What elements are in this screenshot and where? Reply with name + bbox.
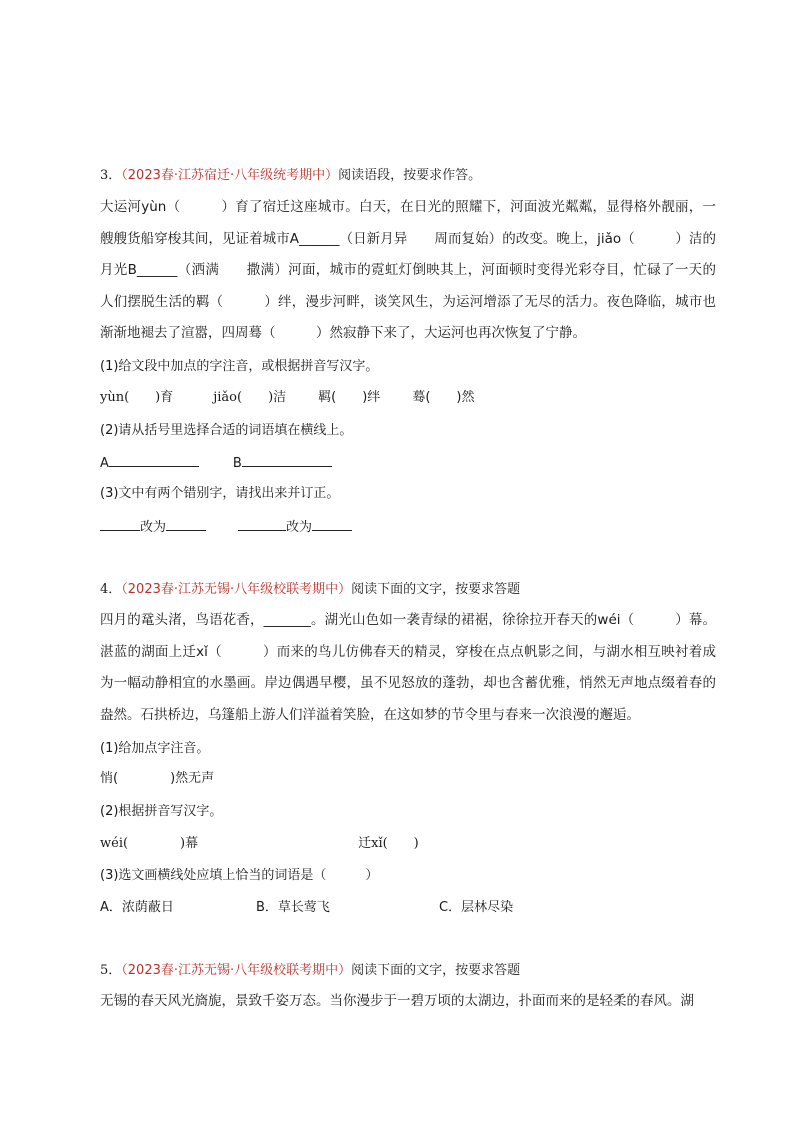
question-3-header (100, 166, 481, 186)
question-3-sub3: (3)文中有两个错别字，请找出来并订正。 (100, 486, 340, 501)
option-a: A．浓荫蔽日 (100, 900, 174, 915)
question-5-header (100, 961, 520, 981)
question-4-sub2-answers (100, 834, 419, 854)
question-instruction: 阅读下面的文字，按要求答题 (351, 963, 521, 978)
question-4-sub1-answer: 悄( )然无声 (100, 771, 215, 786)
answer-item: yùn( )育 (100, 390, 174, 405)
question-4-sub1: (1)给加点字注音。 (100, 741, 210, 756)
answer-blank (242, 452, 332, 467)
question-number: 4． (100, 582, 122, 597)
question-source: （2023春·江苏宿迁·八年级统考期中） (121, 168, 339, 183)
question-4-passage: 四月的鼋头渚，鸟语花香，_______。湖光山色如一袭青绿的裙裾，徐徐拉开春天的wéi（ ）幕。湛蓝的湖面上迁xǐ（ ）而来的鸟儿仿佛春天的精灵，穿梭在点点帆影之间，与湖水相互映衬着成为一幅动静相宜的水墨画。岸边偶遇早樱，虽不见怒放的蓬勃，却也含蓄优雅，悄然无声地点缀着春的盎然。石拱桥边，乌篷船上游人们洋溢着笑脸，在这如梦的节令里与春来一次浪漫的邂逅。 (100, 612, 716, 723)
question-4-options (100, 898, 513, 918)
question-4-sub2: (2)根据拼音写汉字。 (100, 804, 223, 819)
question-3-sub1: (1)给文段中加点的字注音，或根据拼音写汉字。 (100, 359, 379, 374)
answer-item: 蓦( )然 (412, 390, 475, 405)
blank-label-a: A (100, 456, 109, 471)
question-3-sub3-answers (100, 516, 352, 538)
question-3-sub2-answers (100, 452, 332, 474)
correction-label: 改为 (286, 520, 313, 535)
question-5-passage: 无锡的春天风光旖旎，景致千姿万态。当你漫步于一碧万顷的太湖边，扑面而来的是轻柔的春风。湖 (100, 993, 694, 1009)
answer-item: 羁( )绊 (318, 390, 381, 405)
question-instruction: 阅读语段，按要求作答。 (338, 168, 482, 183)
question-instruction: 阅读下面的文字，按要求答题 (351, 582, 521, 597)
question-source: （2023春·江苏无锡·八年级校联考期中） (121, 582, 352, 597)
answer-blank (109, 452, 199, 467)
answer-item: wéi( )幕 (100, 836, 199, 851)
question-number: 3． (100, 168, 122, 183)
question-number: 5． (100, 963, 122, 978)
option-c: C．层林尽染 (439, 900, 514, 915)
question-3-passage: 大运河yùn（ ）育了宿迁这座城市。白天，在日光的照耀下，河面波光粼粼，显得格外靓丽，一艘艘货船穿梭其间，见证着城市A______（日新月异 周而复始）的改变。晚上，jiǎo（ ）洁的月光B______（洒满 撒满）河面，城市的霓虹灯倒映其上，河面顿时变得光彩夺目，忙碌了一天的人们摆脱生活的羁（ ）绊，漫步河畔，谈笑风生，为运河增添了无尽的活力。夜色降临，城市也渐渐地褪去了渲嚣，四周蓦（ ）然寂静下来了，大运河也再次恢复了宁静。 (100, 199, 716, 341)
answer-blank (312, 516, 352, 531)
question-4-sub3: (3)选文画横线处应填上恰当的词语是（ ） (100, 868, 379, 883)
answer-blank (100, 516, 140, 531)
option-b: B．草长莺飞 (256, 900, 330, 915)
answer-blank (238, 516, 286, 531)
correction-label: 改为 (140, 520, 167, 535)
question-4-header (100, 580, 520, 600)
answer-blank (166, 516, 206, 531)
answer-item: 迁xǐ( ) (358, 836, 419, 851)
question-3-sub2: (2)请从括号里选择合适的词语填在横线上。 (100, 423, 353, 438)
question-3-sub1-answers (100, 388, 474, 408)
answer-item: jiǎo( )洁 (213, 390, 287, 405)
question-source: （2023春·江苏无锡·八年级校联考期中） (121, 963, 352, 978)
blank-label-b: B (232, 456, 242, 471)
